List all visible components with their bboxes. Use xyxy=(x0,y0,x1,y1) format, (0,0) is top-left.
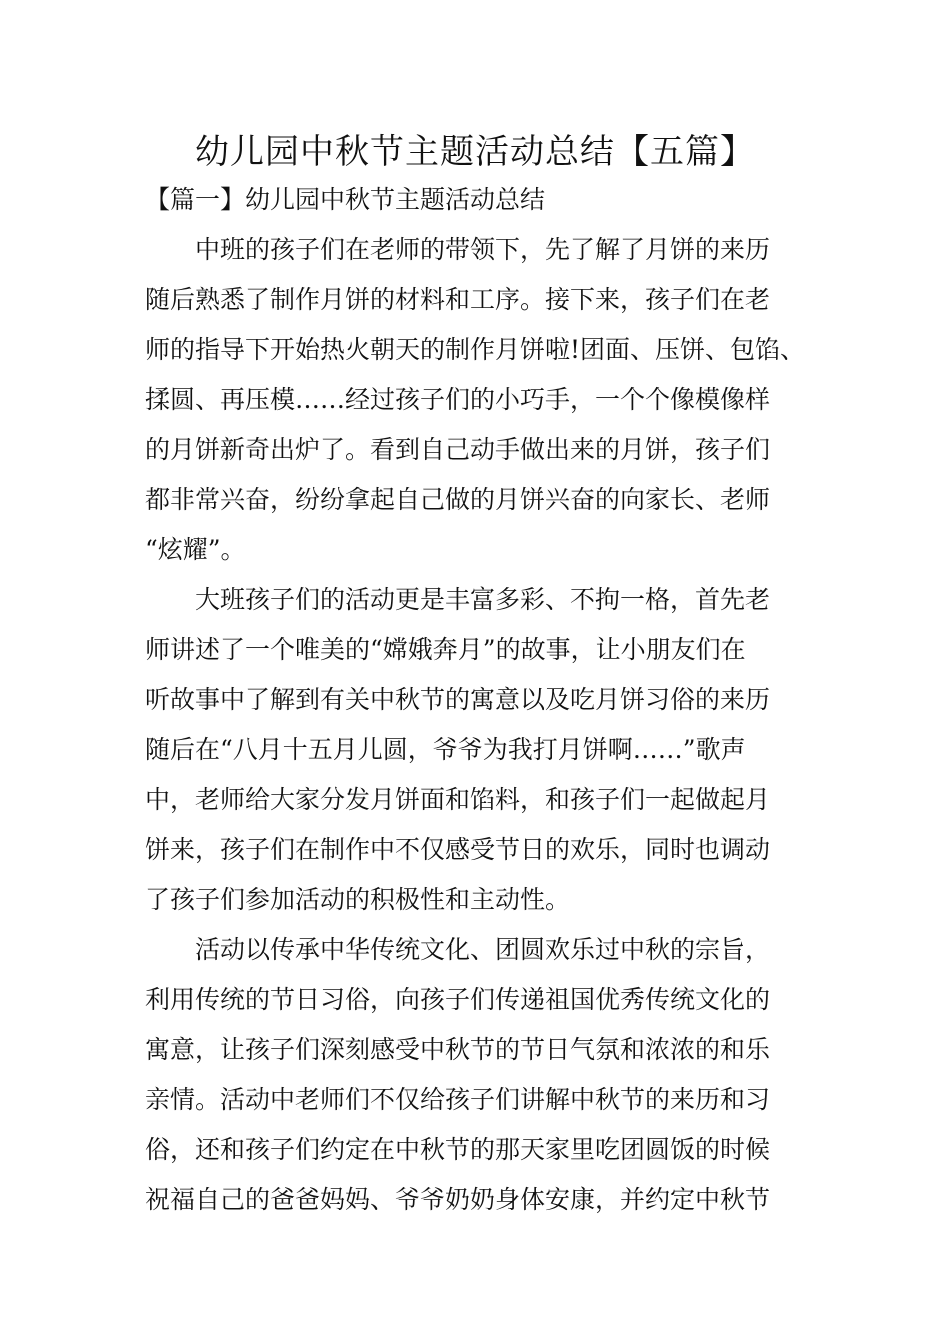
body-line: 的月饼新奇出炉了。看到自己动手做出来的月饼，孩子们 xyxy=(145,435,771,464)
section-heading: 【篇一】幼儿园中秋节主题活动总结 xyxy=(145,185,546,214)
body-line: 随后熟悉了制作月饼的材料和工序。接下来，孩子们在老 xyxy=(145,285,771,314)
body-line: 随后在“八月十五月儿圆，爷爷为我打月饼啊……”歌声 xyxy=(145,735,746,764)
body-line: 师的指导下开始热火朝天的制作月饼啦!团面、压饼、包馅、 xyxy=(145,335,806,364)
body-line: “炫耀”。 xyxy=(145,535,246,564)
body-line: 中班的孩子们在老师的带领下，先了解了月饼的来历 xyxy=(145,235,771,264)
body-line: 大班孩子们的活动更是丰富多彩、不拘一格，首先老 xyxy=(145,585,771,614)
body-line: 饼来，孩子们在制作中不仅感受节日的欢乐，同时也调动 xyxy=(145,835,771,864)
body-line: 亲情。活动中老师们不仅给孩子们讲解中秋节的来历和习 xyxy=(145,1085,771,1114)
document-title: 幼儿园中秋节主题活动总结【五篇】 xyxy=(195,132,755,172)
body-line: 听故事中了解到有关中秋节的寓意以及吃月饼习俗的来历 xyxy=(145,685,771,714)
body-line: 揉圆、再压模……经过孩子们的小巧手，一个个像模像样 xyxy=(145,385,771,414)
body-line: 俗，还和孩子们约定在中秋节的那天家里吃团圆饭的时候 xyxy=(145,1135,771,1164)
body-line: 师讲述了一个唯美的“嫦娥奔月”的故事，让小朋友们在 xyxy=(145,635,746,664)
body-line: 寓意，让孩子们深刻感受中秋节的节日气氛和浓浓的和乐 xyxy=(145,1035,771,1064)
body-line: 了孩子们参加活动的积极性和主动性。 xyxy=(145,885,571,914)
body-line: 祝福自己的爸爸妈妈、爷爷奶奶身体安康，并约定中秋节 xyxy=(145,1185,771,1214)
body-line: 利用传统的节日习俗，向孩子们传递祖国优秀传统文化的 xyxy=(145,985,771,1014)
body-line: 中，老师给大家分发月饼面和馅料，和孩子们一起做起月 xyxy=(145,785,771,814)
body-line: 都非常兴奋，纷纷拿起自己做的月饼兴奋的向家长、老师 xyxy=(145,485,771,514)
body-line: 活动以传承中华传统文化、团圆欢乐过中秋的宗旨， xyxy=(145,935,771,964)
